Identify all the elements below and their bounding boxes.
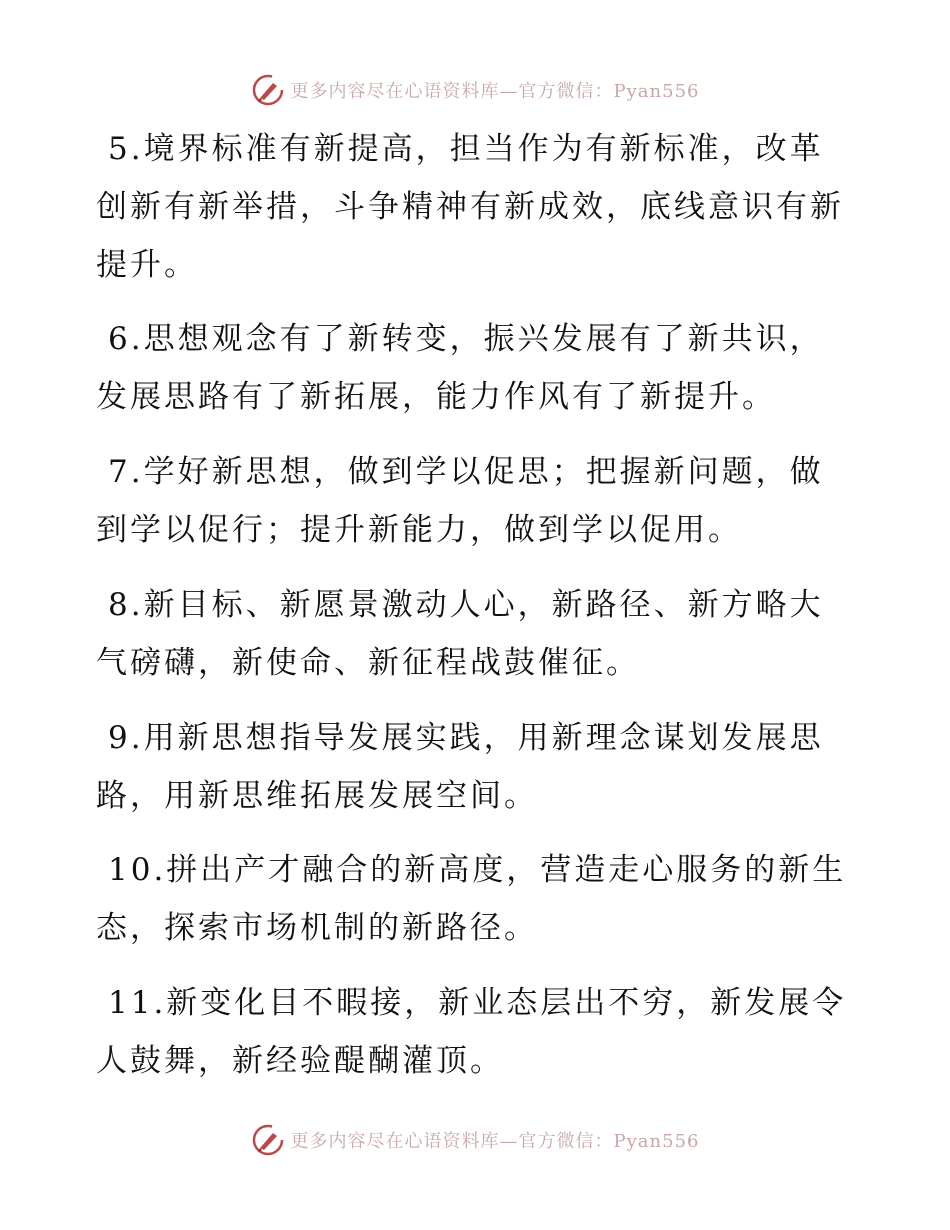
paragraph-6: 6.思想观念有了新转变，振兴发展有了新共识，发展思路有了新拓展，能力作风有了新提升。 [96,321,824,415]
quill-pen-circle-icon [251,73,285,107]
paragraph-7: 7.学好新思想，做到学以促思；把握新问题，做到学以促行；提升新能力，做到学以促用。 [96,454,824,548]
footer-watermark-banner [0,1120,950,1160]
watermark-text: 更多内容尽在心语资料库—官方微信：Pyan556 [290,81,700,102]
quill-pen-circle-icon [251,1123,285,1157]
header-watermark-banner [0,70,950,110]
paragraph-8: 8.新目标、新愿景激动人心，新路径、新方略大气磅礴，新使命、新征程战鼓催征。 [96,587,824,681]
paragraph-9: 9.用新思想指导发展实践，用新理念谋划发展思路，用新思维拓展发展空间。 [96,720,824,814]
paragraph-11: 11.新变化目不暇接，新业态层出不穷，新发展令人鼓舞，新经验醍醐灌顶。 [96,985,847,1079]
paragraph-5: 5.境界标准有新提高，担当作为有新标准，改革创新有新举措，斗争精神有新成效，底线意识有新提升。 [96,131,844,283]
paragraph-10: 10.拼出产才融合的新高度，营造走心服务的新生态，探索市场机制的新路径。 [96,852,847,946]
watermark-text: 更多内容尽在心语资料库—官方微信：Pyan556 [290,1131,700,1152]
